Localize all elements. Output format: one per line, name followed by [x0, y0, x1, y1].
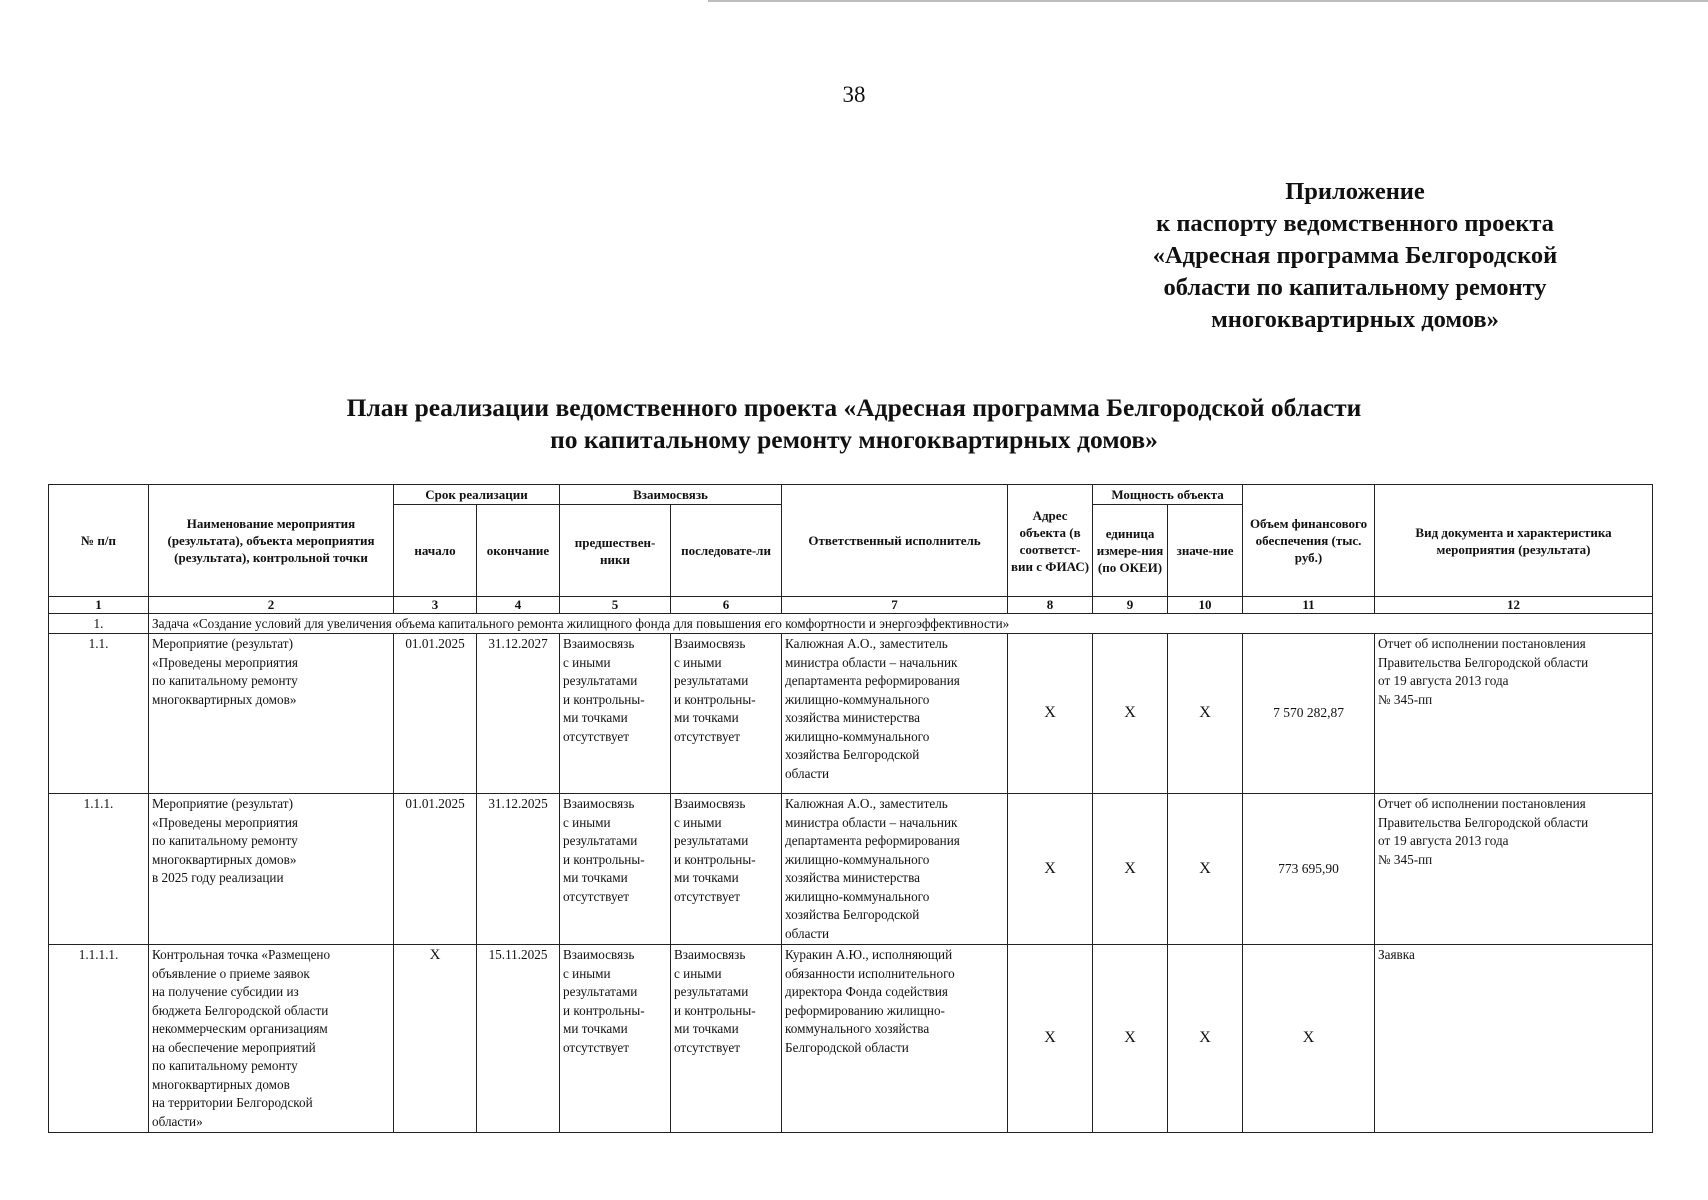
column-number: 4	[477, 597, 560, 614]
row-value: X	[1168, 794, 1243, 945]
row-num: 1.1.1.	[49, 794, 149, 945]
header-capacity-value: значе-ние	[1168, 505, 1243, 597]
header-capacity: Мощность объекта	[1093, 485, 1243, 505]
column-number: 1	[49, 597, 149, 614]
row-value: X	[1168, 634, 1243, 794]
row-volume: X	[1243, 945, 1375, 1133]
row-prev: Взаимосвязь с иными результатами и контрольны- ми точками отсутствует	[560, 634, 671, 794]
header-link-prev: предшествен-ники	[560, 505, 671, 597]
row-next: Взаимосвязь с иными результатами и контрольны- ми точками отсутствует	[671, 945, 782, 1133]
header-num: № п/п	[49, 485, 149, 597]
row-volume: 7 570 282,87	[1243, 634, 1375, 794]
row-prev: Взаимосвязь с иными результатами и контрольны- ми точками отсутствует	[560, 794, 671, 945]
appendix-line: «Адресная программа Белгородской	[1152, 242, 1558, 269]
header-capacity-unit: единица измере-ния (по ОКЕИ)	[1093, 505, 1168, 597]
column-number: 6	[671, 597, 782, 614]
plan-title	[0, 392, 1708, 456]
row-start: 01.01.2025	[394, 634, 477, 794]
table-row	[49, 945, 1653, 1133]
row-end: 15.11.2025	[477, 945, 560, 1133]
column-number-row	[49, 597, 1653, 614]
row-end: 31.12.2027	[477, 634, 560, 794]
page-number: 38	[842, 82, 866, 107]
column-number: 10	[1168, 597, 1243, 614]
row-name: Мероприятие (результат) «Проведены мероприятия по капитальному ремонту многоквартирных домов»	[149, 634, 394, 794]
task-text: Задача «Создание условий для увеличения объема капитального ремонта жилищного фонда для повышения его комфортности и энергоэффективности»	[149, 614, 1653, 634]
row-start: X	[394, 945, 477, 1133]
task-row	[49, 614, 1653, 634]
row-name: Контрольная точка «Размещено объявление о приеме заявок на получение субсидии из бюджета Белгородской области некоммерческим организациям на обеспечение мероприятий по капитальному ремонту многоквартирных домов на территории Белгородской области»	[149, 945, 394, 1133]
header-link-next: последовате-ли	[671, 505, 782, 597]
row-document: Отчет об исполнении постановления Правительства Белгородской области от 19 августа 2013 года № 345-пп	[1375, 634, 1653, 794]
header-document: Вид документа и характеристика мероприятия (результата)	[1375, 485, 1653, 597]
task-num: 1.	[49, 614, 149, 634]
header-name: Наименование мероприятия (результата), объекта мероприятия (результата), контрольной точки	[149, 485, 394, 597]
plan-title-line: по капитальному ремонту многоквартирных домов»	[550, 425, 1158, 454]
row-next: Взаимосвязь с иными результатами и контрольны- ми точками отсутствует	[671, 634, 782, 794]
top-border-line	[708, 0, 1708, 2]
row-name: Мероприятие (результат) «Проведены мероприятия по капитальному ремонту многоквартирных домов» в 2025 году реализации	[149, 794, 394, 945]
column-number: 3	[394, 597, 477, 614]
header-term: Срок реализации	[394, 485, 560, 505]
column-number: 5	[560, 597, 671, 614]
row-document: Отчет об исполнении постановления Правительства Белгородской области от 19 августа 2013 года № 345-пп	[1375, 794, 1653, 945]
row-start: 01.01.2025	[394, 794, 477, 945]
row-executor: Калюжная А.О., заместитель министра области – начальник департамента реформирования жилищно-коммунального хозяйства министерства жилищно-коммунального хозяйства Белгородской области	[782, 794, 1008, 945]
row-executor: Калюжная А.О., заместитель министра области – начальник департамента реформирования жилищно-коммунального хозяйства министерства жилищно-коммунального хозяйства Белгородской области	[782, 634, 1008, 794]
appendix-line: многоквартирных домов»	[1211, 306, 1499, 333]
row-unit: X	[1093, 945, 1168, 1133]
column-number: 12	[1375, 597, 1653, 614]
row-address: X	[1008, 634, 1093, 794]
row-prev: Взаимосвязь с иными результатами и контрольны- ми точками отсутствует	[560, 945, 671, 1133]
table-row	[49, 634, 1653, 794]
appendix-line: области по капитальному ремонту	[1163, 274, 1547, 301]
column-number: 9	[1093, 597, 1168, 614]
row-address: X	[1008, 794, 1093, 945]
row-unit: X	[1093, 634, 1168, 794]
column-number: 11	[1243, 597, 1375, 614]
column-number: 7	[782, 597, 1008, 614]
row-unit: X	[1093, 794, 1168, 945]
row-num: 1.1.	[49, 634, 149, 794]
header-link: Взаимосвязь	[560, 485, 782, 505]
plan-title-line: План реализации ведомственного проекта «Адресная программа Белгородской области	[346, 393, 1362, 422]
header-executor: Ответственный исполнитель	[782, 485, 1008, 597]
column-number: 8	[1008, 597, 1093, 614]
header-address: Адрес объекта (в соответст-вии с ФИАС)	[1008, 485, 1093, 597]
row-end: 31.12.2025	[477, 794, 560, 945]
header-volume: Объем финансового обеспечения (тыс. руб.)	[1243, 485, 1375, 597]
appendix-line: Приложение	[1285, 178, 1425, 205]
column-number: 2	[149, 597, 394, 614]
row-volume: 773 695,90	[1243, 794, 1375, 945]
row-next: Взаимосвязь с иными результатами и контрольны- ми точками отсутствует	[671, 794, 782, 945]
header-term-end: окончание	[477, 505, 560, 597]
row-address: X	[1008, 945, 1093, 1133]
row-document: Заявка	[1375, 945, 1653, 1133]
row-num: 1.1.1.1.	[49, 945, 149, 1133]
implementation-plan-table	[48, 484, 1653, 1133]
header-term-start: начало	[394, 505, 477, 597]
appendix-line: к паспорту ведомственного проекта	[1156, 210, 1554, 237]
row-value: X	[1168, 945, 1243, 1133]
table-row	[49, 794, 1653, 945]
appendix-heading	[1120, 176, 1590, 336]
row-executor: Куракин А.Ю., исполняющий обязанности исполнительного директора Фонда содействия реформированию жилищно- коммунального хозяйства Белгородской области	[782, 945, 1008, 1133]
